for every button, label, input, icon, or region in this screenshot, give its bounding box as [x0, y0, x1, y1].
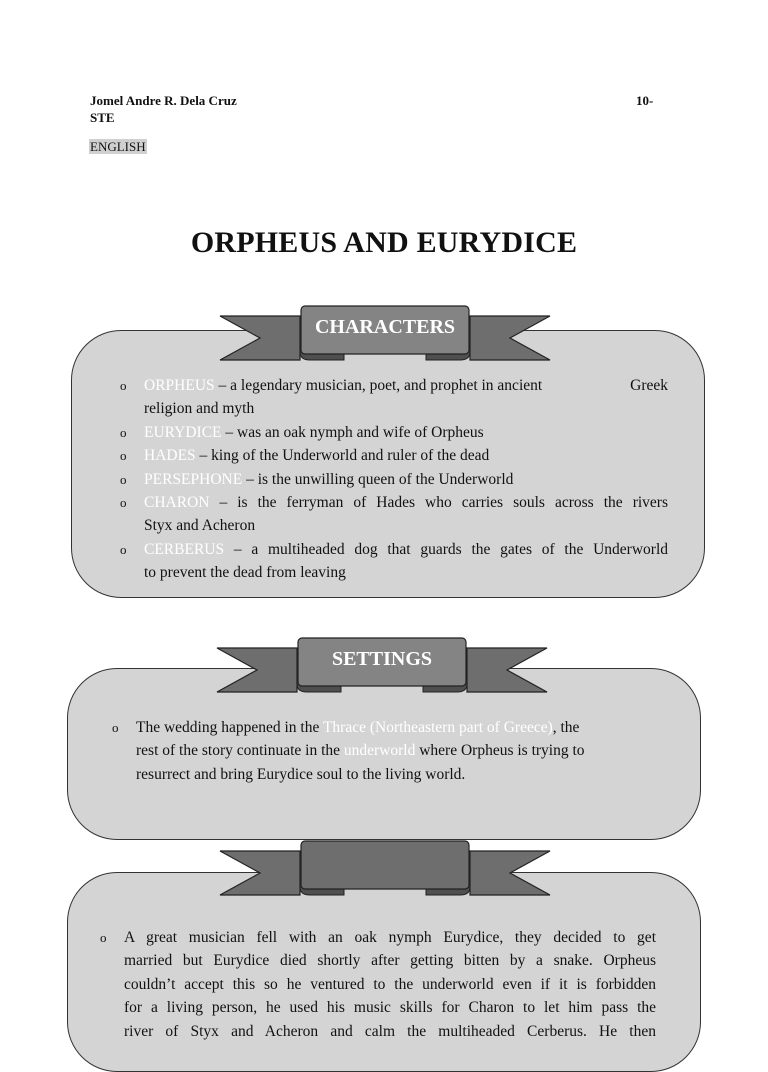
settings-list — [112, 716, 644, 786]
list-item — [120, 491, 668, 538]
bullet-icon: o — [120, 495, 127, 511]
author-name: Jomel Andre R. Dela Cruz — [90, 93, 237, 108]
character-name: HADES — [144, 447, 196, 465]
characters-heading: CHARACTERS — [314, 316, 456, 338]
summary-ribbon-banner — [218, 839, 552, 899]
settings-text: , the — [552, 719, 580, 736]
character-name: CERBERUS — [144, 540, 225, 558]
settings-place-highlight: Thrace (Northeastern part of Greece) — [322, 719, 553, 736]
summary-line: river of Styx and Acheron and calm the multiheaded Cerberus. He then — [124, 1022, 656, 1040]
character-description: – is the unwilling queen of the Underworld — [242, 470, 514, 488]
list-item — [100, 926, 656, 1043]
character-description: – is the ferryman of Hades who carries souls across the rivers — [209, 494, 668, 512]
bullet-icon: o — [120, 471, 127, 487]
summary-line: A great musician fell with an oak nymph Eurydice, they decided to get — [124, 929, 656, 946]
list-item — [120, 444, 668, 467]
page-title: ORPHEUS AND EURYDICE — [190, 226, 578, 259]
bullet-icon: o — [112, 720, 119, 735]
list-item — [120, 538, 668, 585]
settings-place-highlight: underworld — [343, 742, 416, 760]
character-name: CHARON — [144, 494, 210, 512]
character-description: – king of the Underworld and ruler of the dead — [195, 447, 490, 465]
character-name: PERSEPHONE — [144, 470, 243, 488]
list-item — [120, 468, 668, 491]
summary-line: married but Eurydice died shortly after getting bitten by a snake. Orpheus — [124, 952, 656, 970]
list-item — [120, 374, 668, 421]
character-description: – was an oak nymph and wife of Orpheus — [221, 423, 484, 441]
character-description: – a multiheaded dog that guards the gates of the Underworld — [224, 540, 668, 558]
bullet-icon: o — [120, 541, 127, 557]
character-name: ORPHEUS — [144, 377, 215, 394]
summary-line: couldn’t accept this so he ventured to the underworld even if it is forbidden — [124, 975, 656, 993]
section-number: 10- — [636, 93, 654, 108]
settings-text: rest of the story continuate in the — [136, 742, 344, 760]
settings-heading: SETTINGS — [331, 648, 433, 670]
character-description-cont: Styx and Acheron — [144, 517, 256, 535]
bullet-icon: o — [120, 424, 127, 440]
bullet-icon: o — [120, 378, 127, 393]
character-description-cont: to prevent the dead from leaving — [144, 564, 346, 582]
list-item — [120, 421, 668, 444]
character-name: EURYDICE — [144, 423, 222, 441]
settings-text: The wedding happened in the — [136, 719, 323, 736]
character-description-end: Greek — [630, 377, 668, 394]
bullet-icon: o — [100, 930, 107, 945]
settings-text: resurrect and bring Eurydice soul to the living world. — [136, 765, 466, 783]
subject-label — [89, 138, 147, 156]
subject-text: ENGLISH — [90, 139, 146, 154]
character-description-cont: religion and myth — [144, 400, 255, 418]
section-label: STE — [90, 110, 115, 125]
bullet-icon: o — [120, 448, 127, 464]
character-description: – a legendary musician, poet, and prophet in ancient — [214, 377, 543, 394]
summary-line: for a living person, he used his music skills for Charon to let him pass the — [124, 999, 656, 1017]
summary-list — [100, 926, 656, 1043]
characters-list — [120, 374, 668, 585]
settings-text: where Orpheus is trying to — [415, 742, 585, 760]
list-item — [112, 716, 644, 786]
